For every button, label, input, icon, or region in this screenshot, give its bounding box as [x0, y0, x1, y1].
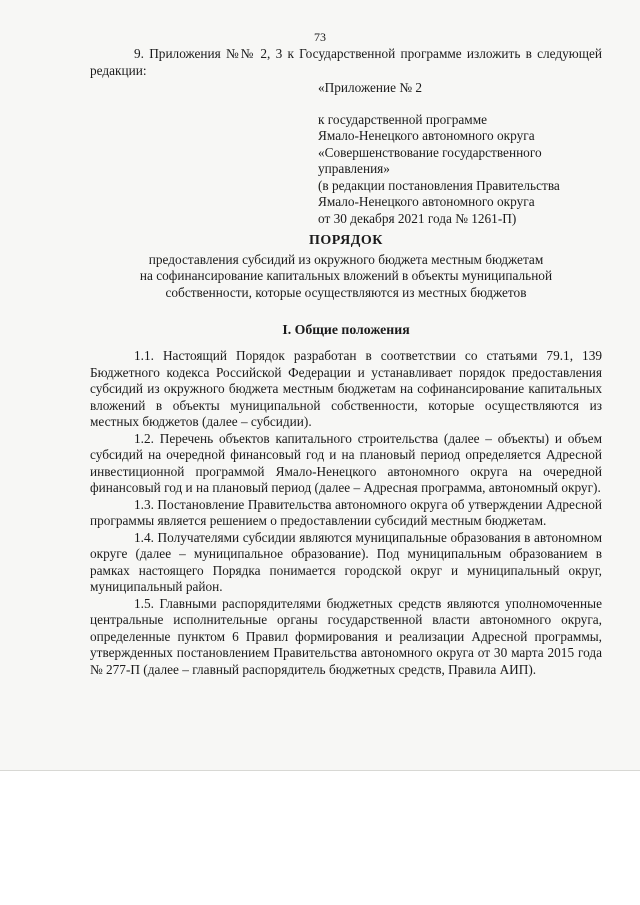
paragraph-1-1: 1.1. Настоящий Порядок разработан в соответствии со статьями 79.1, 139 Бюджетного кодекса Российской Федерации и устанавливает порядок предоставления субсидий из окружного бюджета местным бюджетам на софинансирование капитальных вложений в объекты муниципальной собственности, которые осуществляются из местных бюджетов (далее – субсидии). [90, 348, 602, 429]
intro-paragraph: 9. Приложения №№ 2, 3 к Государственной программе изложить в следующей редакции: [90, 46, 602, 78]
paragraph-1-3: 1.3. Постановление Правительства автономного округа об утверждении Адресной программы является решением о предоставлении субсидий местным бюджетам. [90, 496, 602, 528]
document-heading [90, 233, 602, 301]
appendix-line: «Совершенствование государственного [318, 144, 542, 160]
appendix-line: Ямало-Ненецкого автономного округа [318, 128, 535, 143]
paragraph-1-5: 1.5. Главными распорядителями бюджетных средств являются уполномоченные центральные исполнительные органы государственной власти автономного округа, определенные пунктом 6 Правил формирования и реализации Адресной программы, утвержденных постановлением Правительства автономного округа от 30 марта 2015 года № 277-П (далее – главный распорядитель бюджетных средств, Правила АИП). [90, 595, 602, 677]
document-subtitle-line: предоставления субсидий из окружного бюджета местным бюджетам [148, 251, 544, 267]
document-subtitle-line: собственности, которые осуществляются из местных бюджетов [165, 284, 527, 300]
appendix-line: к государственной программе [318, 111, 488, 127]
document-title: ПОРЯДОК [309, 233, 383, 248]
appendix-line: (в редакции постановления Правительства [318, 177, 560, 193]
section-body [90, 348, 602, 678]
page-number: 73 [314, 30, 326, 44]
document-subtitle-line: на софинансирование капитальных вложений в объекты муниципальной [139, 268, 553, 283]
appendix-line: управления» [318, 161, 390, 176]
paragraph-1-2: 1.2. Перечень объектов капитального строительства (далее – объекты) и объем субсидий на очередной финансовый год и на плановый период определяется Адресной инвестиционной программой Ямало-Ненецкого автономного округа на очередной финансовый год и на плановый период (далее – Адресная программа, автономный округ). [90, 430, 602, 495]
paragraph-1-4: 1.4. Получателями субсидии являются муниципальные образования в автономном округе (далее – муниципальное образование). Под муниципальным образованием в рамках настоящего Порядка понимается городской округ и муниципальный округ, муниципальный район. [90, 529, 602, 594]
appendix-title: «Приложение № 2 [318, 80, 422, 95]
section-title: I. Общие положения [282, 322, 410, 337]
appendix-line: от 30 декабря 2021 года № 1261-П) [318, 210, 517, 226]
appendix-header [318, 80, 618, 227]
appendix-line: Ямало-Ненецкого автономного округа [318, 194, 535, 209]
